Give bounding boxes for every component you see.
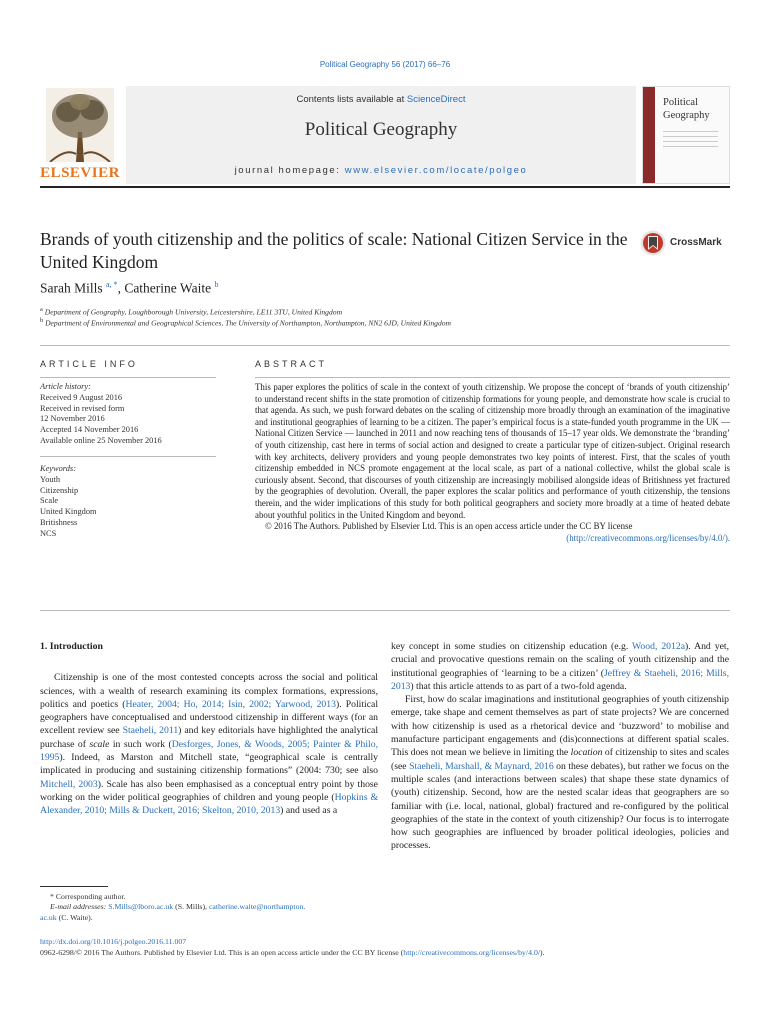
keyword: United Kingdom [40, 507, 97, 517]
keywords-label: Keywords: [40, 464, 76, 473]
author-affil-marker[interactable]: a, * [106, 280, 118, 289]
footnote [40, 892, 378, 923]
section-heading-introduction: 1. Introduction [40, 641, 103, 652]
body-text: ). Political geographers have conceptualised and understood citizenship in different ways (for an excellent review see [40, 698, 379, 737]
reference-link[interactable]: Heater, 2004; Ho, 2014; Isin, 2002; Yarwood, 2013 [125, 698, 336, 710]
emphasis-text: location [570, 747, 603, 759]
corresponding-author-note: * Corresponding author. [50, 892, 126, 901]
keyword: Youth [40, 474, 61, 484]
history-item: Available online 25 November 2016 [40, 435, 162, 445]
author-name: Sarah Mills [40, 280, 103, 296]
crossmark-label: CrossMark [670, 237, 722, 248]
body-column-left [40, 640, 378, 818]
elsevier-logo [40, 86, 120, 184]
abstract-heading: ABSTRACT [255, 359, 328, 369]
info-rule-top [40, 377, 216, 378]
journal-homepage: journal homepage: www.elsevier.com/locate/polgeo [234, 165, 528, 176]
body-text: ). Scale has also been emphasised as a conceptual entry point by those working on the wider political geographies of children and young people ( [40, 778, 378, 803]
journal-banner [126, 86, 636, 184]
reference-link[interactable]: Mitchell, 2003 [40, 778, 98, 790]
journal-name: Political Geography [304, 119, 458, 140]
crossmark-badge[interactable] [640, 230, 732, 256]
body-text: ) that this article attends to as part of a two-fold agenda. [410, 680, 627, 692]
author-list: Sarah Mills $^{a, *}$, Catherine Waite $^b$ [40, 280, 219, 296]
body-text: ). And yet, crucial and provocative questions remain on the scaling of youth citizenship and the institutional geographies of ‘learning to be a citizen’ ( [391, 641, 729, 679]
body-text: in such work ( [109, 738, 172, 750]
sciencedirect-link[interactable]: ScienceDirect [406, 94, 466, 105]
email-link-waite[interactable]: catherine.waite@northampton. [208, 902, 306, 912]
body-text: of citizenship to sites and scales (see [391, 747, 730, 772]
article-info-heading: ARTICLE INFO [40, 359, 138, 369]
body-text: ). Indeed, as Marston and Mitchell state, “geographical scale is centrally implicated in producing and sustaining citizenship formations” (2004: 730; see also [40, 752, 378, 777]
affiliation-b: $^b$ Department of Environmental and Geographical Sciences, The University of Northampton, Northampton, NN2 6JD, United Kingdom [40, 317, 452, 328]
license-link[interactable]: (http://creativecommons.org/licenses/by/4.0/). [566, 532, 730, 543]
homepage-link[interactable]: www.elsevier.com/locate/polgeo [344, 165, 528, 176]
reference-link[interactable]: Hopkins & Alexander, 2010; Mills & Duckett, 2016; Skelton, 2010, 2013 [40, 791, 379, 817]
elsevier-wordmark: ELSEVIER [40, 165, 120, 181]
body-text: ) and used as a [280, 805, 338, 817]
author-affil-marker[interactable]: b [214, 280, 219, 289]
email-addresses-cont: ac.uk (C. Waite). [40, 912, 93, 922]
footnote-rule [40, 886, 108, 887]
author-name: Catherine Waite [124, 280, 212, 296]
abstract-license: © 2016 The Authors. Published by Elsevier Ltd. This is an open access article under the CC BY license [265, 521, 633, 532]
cc-license-link[interactable]: http://creativecommons.org/licenses/by/4.0/ [403, 948, 541, 957]
history-item: Received in revised form [40, 403, 125, 413]
issn-copyright: 0962-6298/© 2016 The Authors. Published by Elsevier Ltd. This is an open access article under the CC BY license (http://creativecommons.org/licenses/by/4.0/). [40, 948, 545, 957]
journal-header [40, 86, 730, 186]
body-column-right [391, 640, 729, 853]
keywords [40, 464, 216, 540]
keyword: Scale [40, 496, 59, 506]
keyword: NCS [40, 528, 57, 538]
reference-link[interactable]: Jeffrey & Staeheli, 2016; Mills, 2013 [391, 667, 729, 692]
abstract-rule-bottom [40, 610, 730, 611]
info-rule-mid [40, 456, 216, 457]
body-text: ) and key editorials have highlighted the analytical purchase of [40, 725, 379, 750]
email-addresses: E-mail addresses: S.Mills@lboro.ac.uk (S. Mills), catherine.waite@northampton. [50, 902, 306, 912]
keyword: Citizenship [40, 485, 79, 495]
intro-paragraph-1-cont [391, 640, 729, 693]
contents-available: Contents lists available at ScienceDirect [296, 94, 466, 105]
doi-link[interactable]: http://dx.doi.org/10.1016/j.polgeo.2016.11.007 [40, 937, 187, 946]
body-text: Citizenship is one of the most contested concepts across the social and political sciences, with a wealth of research examining its complex formations, expressions, politics and poetics ( [40, 672, 378, 710]
reference-link[interactable]: Staeheli, Marshall, & Maynard, 2016 [409, 760, 554, 772]
article-title: Brands of youth citizenship and the politics of scale: National Citizen Service in the United Kingdom [40, 229, 628, 272]
article-history [40, 382, 216, 447]
history-item: Accepted 14 November 2016 [40, 425, 139, 435]
reference-link[interactable]: Staeheli, 2011 [122, 725, 179, 737]
history-item: Received 9 August 2016 [40, 392, 123, 402]
body-text: on these debates), but rather we focus on the multiple scales (and interactions between scales) that shape these state dynamics of (youth) citizenship. Second, how are the nested scalar ideas that geographers are so familiar with (i.e. local, national, global) fractured and re-configured by the political geographies of the state in the context of youth citizenship? Our focus is to interrogate how such geographies are influenced by broader political ideologies, policies and processes. [391, 760, 729, 852]
abstract-body [255, 382, 730, 544]
history-item: 12 November 2016 [40, 414, 105, 424]
affiliation-a: $^a$ Department of Geography, Loughborough University, Leicestershire, LE11 3TU, United Kingdom [40, 306, 343, 317]
email-link-waite-cont[interactable]: ac.uk [40, 912, 57, 922]
header-divider [40, 186, 730, 188]
body-text: key concept in some studies on citizenship education (e.g. [391, 641, 633, 652]
journal-cover-thumbnail [642, 86, 730, 184]
intro-paragraph-2 [391, 693, 729, 853]
section-divider [40, 345, 730, 346]
reference-link[interactable]: Desforges, Jones, & Woods, 2005; Painter & Philo, 1995 [40, 738, 378, 764]
body-text: First, how do scalar imaginations and institutional geographies of youth citizenship emerge, take shape and cement themselves as part of state projects? We are concerned with how citizenship is used as a rhetorical device and ‘buzzword’ to mobilise and manufacture participant engagements and (dis)connections at different spatial scales. This does not mean we believe in limiting the [391, 694, 729, 759]
crossmark-icon [640, 230, 666, 256]
emphasis-text: scale [89, 738, 110, 750]
reference-link[interactable]: Wood, 2012a [632, 641, 686, 652]
intro-paragraph-1 [40, 671, 378, 817]
journal-citation[interactable]: Political Geography 56 (2017) 66–76 [319, 60, 451, 69]
elsevier-tree-icon [46, 88, 114, 162]
abstract-text: This paper explores the politics of scale in the context of youth citizenship. We propose the concept of ‘brands of youth citizenship’ to understand recent shifts in the state promotion of citizenship formations for young people, and demonstrate how scale is crucial to that agenda. As such, we push forward debates on the scaling of citizenship more broadly through an examination of the imaginative and institutional geographies of learning to be a citizen. The paper’s empirical focus is a state-funded youth programme in the UK — National Citizen Service — launched in 2011 and now reaching tens of thousands of 15–17 year olds. We demonstrate the ‘branding’ of youth citizenship, cast here in terms of social action and designed to create a particular type of citizen-subject. Original research with key architects, delivery providers and young people demonstrates two key points of interest. First, that the scales of youth citizenship embedded in NCS promote engagement at the local scale, as part of a national collective, whilst the global scale is curiously absent. Second, that discourses of youth citizenship are increasingly mobilised alongside ideas of Britishness yet fractured by the geographies of devolution. Overall, the paper explores the scalar politics and performance of youth citizenship, the tensions therein, and the wider implications of this study for both political geographers and society more broadly at a time of heated debate about youthful politics in the United Kingdom and beyond. [255, 382, 730, 520]
history-label: Article history: [40, 382, 91, 391]
abstract-rule-top [255, 377, 730, 378]
keyword: Britishness [40, 517, 78, 527]
cover-title-line2: Geography [663, 110, 710, 121]
email-link-mills[interactable]: S.Mills@lboro.ac.uk [108, 902, 174, 912]
cover-title-line1: Political [663, 97, 698, 108]
